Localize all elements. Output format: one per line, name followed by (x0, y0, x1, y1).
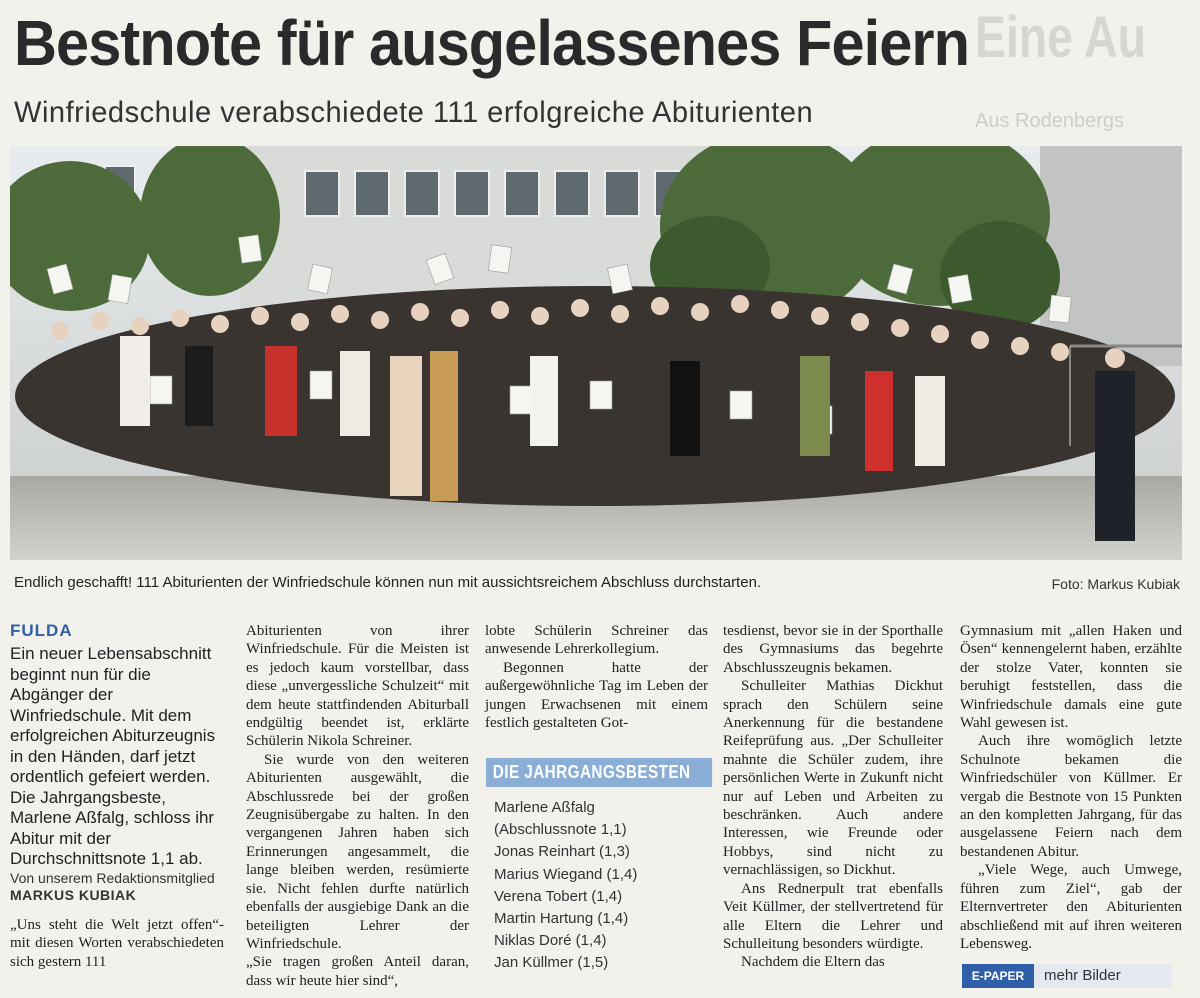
list-item: (Abschlussnote 1,1) (494, 821, 627, 839)
epaper-tag: E-PAPER (962, 964, 1034, 988)
body-paragraph: tesdienst, bevor sie in der Sporthalle des Gymnasiums das begehrte Abschlusszeugnis bekamen. (723, 623, 943, 676)
column-2 (246, 622, 469, 990)
body-paragraph: Ans Rednerpult trat ebenfalls Veit Küllmer, der stellvertretend für alle Eltern die Lehrer und Schulleitung besonders würdigte. (723, 880, 943, 952)
best-students-box (486, 758, 708, 993)
headline: Bestnote für ausgelassenes Feiern (14, 7, 970, 79)
byline-prefix: Von unserem Redaktionsmitglied (10, 869, 215, 886)
best-students-list (494, 797, 708, 975)
body-paragraph: Gymnasium mit „allen Haken und Ösen“ kennengelernt haben, erzählte der stolze Vater, konnten sie beruhigt feststellen, dass die Winfriedschule damals eine gute Wahl gewesen ist. (960, 623, 1182, 732)
neighbor-headline-fragment: Eine Au (975, 5, 1147, 70)
body-paragraph: Begonnen hatte der außergewöhnliche Tag im Leben der jungen Erwachsenen mit einem festlich gestalteten Got- (485, 659, 708, 732)
lead-paragraph: Ein neuer Lebensabschnitt beginnt nun für die Abgänger der Winfriedschule. Mit dem erfolgreichen Abiturzeugnis in den Händen, darf jetzt ordentlich gefeiert werden. Die Jahrgangsbeste, Marlene Aßfalg, schloss ihr Abitur mit der Durchschnittsnote 1,1 ab. (10, 644, 216, 869)
column-1 (10, 622, 224, 971)
body-paragraph: Nachdem die Eltern das (741, 954, 885, 971)
best-students-title: DIE JAHRGANGSBESTEN (486, 758, 712, 787)
photo-credit: Foto: Markus Kubiak (1051, 576, 1180, 592)
body-paragraph: Abiturienten von ihrer Winfriedschule. Für die Meisten ist es jedoch kaum vorstellbar, dass diese „unvergessliche Schulzeit“ mit dem heute stattfindenden Abiturball endgültig beendet ist, erklärte Schülerin Nikola Schreiner. (246, 623, 469, 750)
byline-name: MARKUS KUBIAK (10, 886, 137, 903)
more-pictures-link[interactable]: mehr Bilder (1044, 967, 1121, 984)
body-paragraph: „Uns steht die Welt jetzt offen“- mit diesen Worten verabschiedeten sich gestern 111 (10, 916, 224, 970)
body-paragraph: lobte Schülerin Schreiner das anwesende Lehrerkollegium. (485, 623, 708, 658)
list-item: Jan Küllmer (1,5) (494, 954, 609, 972)
list-item: Verena Tobert (1,4) (494, 887, 623, 905)
body-paragraph: Auch ihre womöglich letzte Schulnote bekamen die Winfriedschüler von Küllmer. Er vergab die Bestnote von 15 Punkten an den kompletten Jahrgang, für das ausgelassene Feiern nach dem bestandenen Abitur. (960, 733, 1182, 860)
column-3 (485, 622, 708, 732)
column-5 (960, 622, 1182, 953)
photo-caption: Endlich geschafft! 111 Abiturienten der Winfriedschule können nun mit aussichtsreichem Abschluss durchstarten. (14, 574, 762, 591)
body-paragraph: Sie wurde von den weiteren Abiturienten ausgewählt, die Abschlussrede bei der großen Zeugnisübergabe zu halten. In den vergangenen Jahren haben sich Erinnerungen angesammelt, die lange bleiben werden, resümierte sie. Nicht fehlen durfte natürlich ebenfalls der ausgiebige Dank an die beteiligten Lehrer der Winfriedschule. (246, 751, 469, 952)
list-item: Martin Hartung (1,4) (494, 910, 629, 928)
list-item: Niklas Doré (1,4) (494, 932, 607, 950)
dateline: FULDA (10, 621, 73, 640)
list-item: Marius Wiegand (1,4) (494, 865, 638, 883)
body-paragraph: „Sie tragen großen Anteil daran, dass wir heute hier sind“, (246, 954, 469, 989)
subheadline: Winfriedschule verabschiedete 111 erfolgreiche Abiturienten (14, 96, 814, 129)
epaper-link[interactable] (962, 964, 1172, 988)
column-4 (723, 622, 943, 972)
body-paragraph: „Viele Wege, auch Umwege, führen zum Ziel“, gab der Elternvertreter den Abiturienten abschließend mit auf ihren weiteren Lebensweg. (960, 862, 1182, 952)
body-paragraph: Schulleiter Mathias Dickhut sprach den Schülern seine Anerkennung für die bestandene Reifeprüfung aus. „Der Schulleiter mahnte die Schüler zudem, ihre persönlichen Werte in Zukunft nicht nur auf Leben und Arbeiten zu beschränken. Auch andere Interessen, wie Freunde oder Hobbys, sind nicht zu vernachlässigen, so Dickhut. (723, 678, 943, 879)
list-item: Jonas Reinhart (1,3) (494, 843, 630, 861)
neighbor-subhead-fragment: Aus Rodenbergs (975, 110, 1124, 132)
group-photo (10, 146, 1182, 560)
list-item: Marlene Aßfalg (494, 799, 595, 816)
